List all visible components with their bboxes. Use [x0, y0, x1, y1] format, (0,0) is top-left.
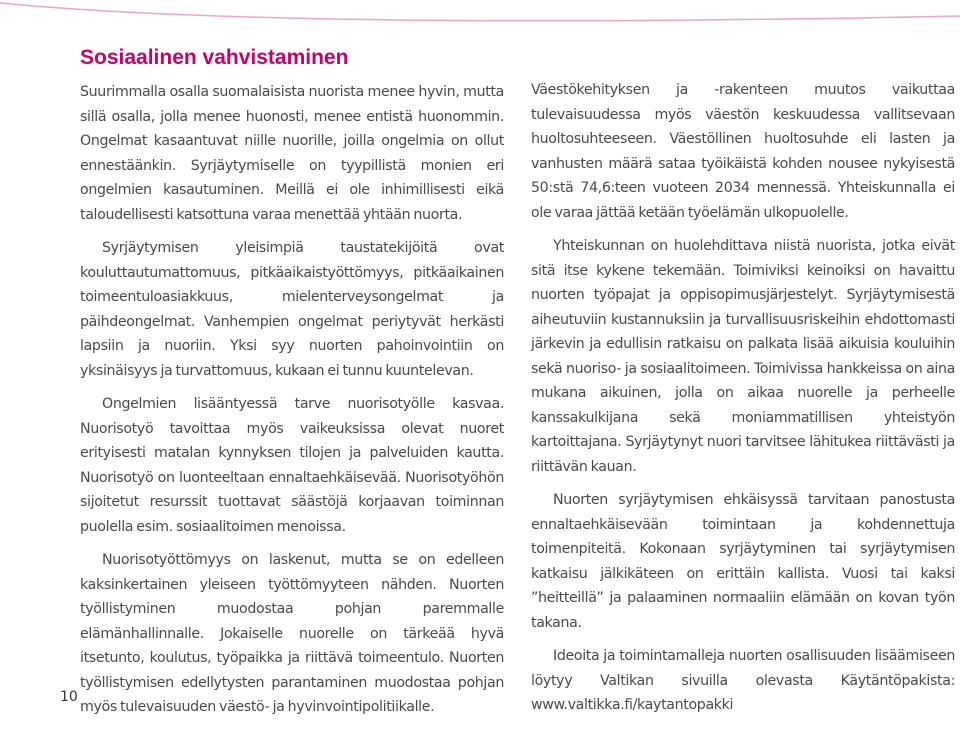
paragraph: Nuorisotyöttömyys on laskenut, mutta se on edelleen kaksinkertainen yleiseen työttömyyteen nähden. Nuorten työllistyminen muodostaa pohjan paremmalle elämänhallinnalle. Jokaiselle nuorelle on tärkeää hyvä itsetunto, koulutus, työpaikka ja riittävä toimeentulo. Nuorten työllistymisen edellytysten parantaminen muodostaa pohjan myös tulevaisuuden väestö- ja hyvinvointipolitiikalle. — [80, 552, 504, 715]
paragraph: Nuorten syrjäytymisen ehkäisyssä tarvitaan panostusta ennaltaehkäisevään toimintaan ja kohdennettuja toimenpiteitä. Kokonaan syrjäytyminen tai syrjäytymisen katkaisu jälkikäteen on erittäin kallista. Vuosi tai kaksi ”heitteillä” ja palaaminen normaaliin elämään on kovan työn takana. — [531, 492, 955, 631]
decorative-top-curve — [0, 0, 960, 40]
paragraph: Yhteiskunnan on huolehdittava niistä nuorista, jotka eivät sitä itse kykene tekemään. Toimiviksi keinoiksi on havaittu nuorten työpajat ja oppisopimusjärjestelyt. Syrjäytymisestä aiheutuviin kustannuksiin ja turvallisuusriskeihin ehdottomasti järkevin ja edullisin ratkaisu on palkata lisää aikuisia kouluihin sekä nuoriso- ja sosiaalitoimeen. Toimivissa hankkeissa on aina mukana aikuinen, jolla on aikaa nuorelle ja perheelle kanssakulkijana sekä moniammatillisen yhteistyön kartoittajana. Syrjäytynyt nuori tarvitsee lähitukea riittävästi ja riittävän kauan. — [531, 238, 955, 475]
right-column — [531, 78, 955, 727]
paragraph: Väestökehityksen ja -rakenteen muutos vaikuttaa tulevaisuudessa myös väestön keskuudessa vallitsevaan huoltosuhteeseen. Väestöllinen huoltosuhde eli lasten ja vanhusten määrä sataa työikäistä kohden nousee nykyisestä 50:stä 74,6:teen vuoteen 2034 mennessä. Yhteiskunnalla ei ole varaa jättää ketään työelämän ulkopuolelle. — [531, 82, 955, 221]
paragraph: Ongelmien lisääntyessä tarve nuorisotyölle kasvaa. Nuorisotyö tavoittaa myös vaikeuksissa olevat nuoret erityisesti matalan kynnyksen tilojen ja palveluiden kautta. Nuorisotyö on luonteeltaan ennaltaehkäisevää. Nuorisotyöhön sijoitetut resurssit tuottavat säästöjä korjaavan toiminnan puolella esim. sosiaalitoimen menoissa. — [80, 396, 504, 535]
page-title: Sosiaalinen vahvistaminen — [80, 46, 349, 69]
left-column — [80, 80, 504, 729]
paragraph: Syrjäytymisen yleisimpiä taustatekijöitä ovat kouluttautumattomuus, pitkäaikaistyöttömyys, pitkäaikainen toimeentuloasiakkuus, mielenterveysongelmat ja päihdeongelmat. Vanhempien ongelmat periytyvät herkästi lapsiin ja nuoriin. Yksi syy nuorten pahoinvointiin on yksinäisyys ja turvattomuus, kukaan ei tunnu kuuntelevan. — [80, 240, 504, 379]
page-number: 10 — [60, 689, 78, 705]
paragraph: Ideoita ja toimintamalleja nuorten osallisuuden lisäämiseen löytyy Valtikan sivuilla olevasta Käytäntöpakista: www.valtikka.fi/kaytantopakki — [531, 648, 955, 713]
paragraph: Suurimmalla osalla suomalaisista nuorista menee hyvin, mutta sillä osalla, jolla menee huonosti, menee entistä huonommin. Ongelmat kasaantuvat niille nuorille, joilla ongelmia on ollut ennestäänkin. Syrjäytymiselle on tyypillistä monien eri ongelmien kasautuminen. Meillä ei ole inhimillisesti eikä taloudellisesti katsottuna varaa menettää yhtään nuorta. — [80, 84, 504, 223]
